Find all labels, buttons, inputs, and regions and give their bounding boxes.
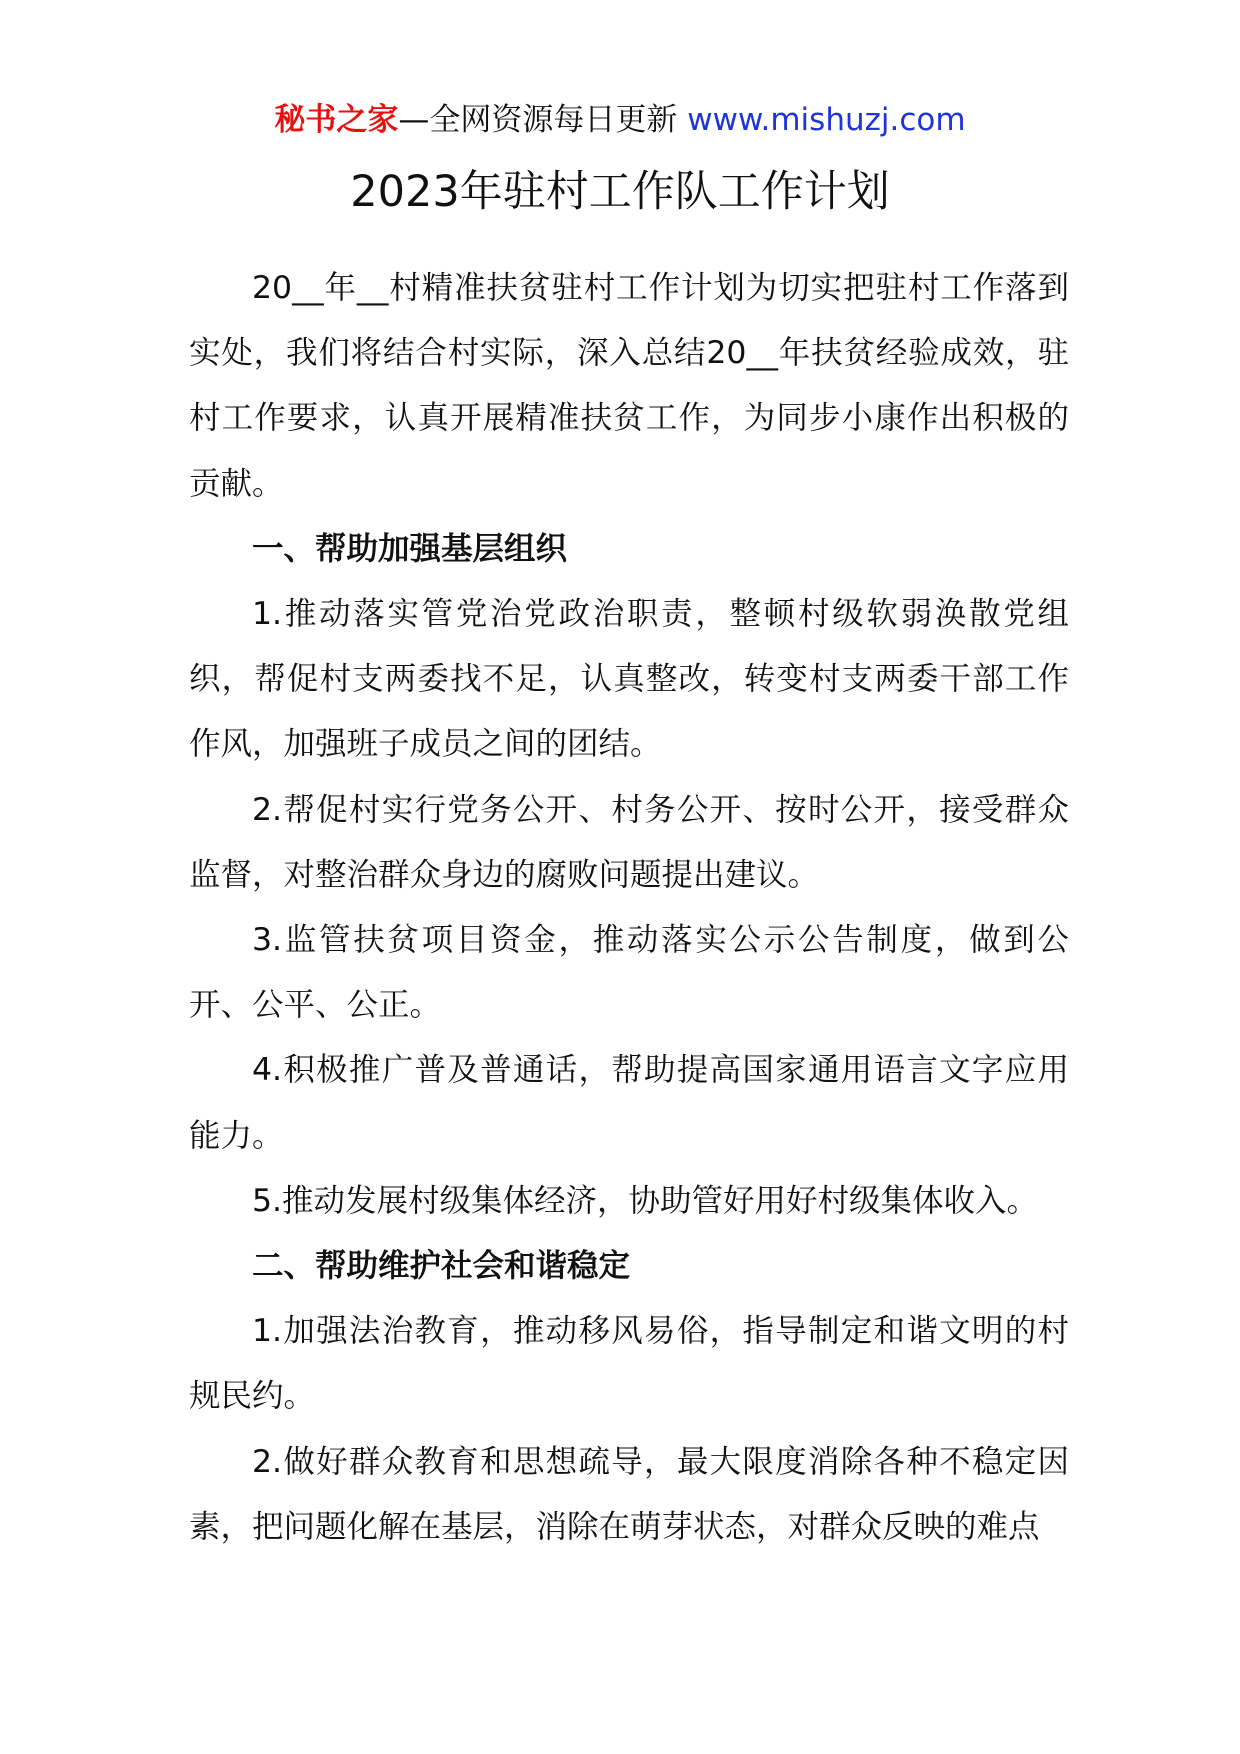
section-2-item-1: 1.加强法治教育，推动移风易俗，指导制定和谐文明的村规民约。 — [189, 1313, 1069, 1415]
site-header — [0, 98, 1240, 142]
section-1-item-2: 2.帮促村实行党务公开、村务公开、按时公开，接受群众监督，对整治群众身边的腐败问题提出建议。 — [189, 791, 1069, 893]
intro-paragraph: 20__年__村精准扶贫驻村工作计划为切实把驻村工作落到实处，我们将结合村实际，深入总结20__年扶贫经验成效，驻村工作要求，认真开展精准扶贫工作，为同步小康作出积极的贡献。 — [189, 270, 1069, 502]
section-heading-2: 二、帮助维护社会和谐稳定 — [252, 1248, 631, 1285]
document-title: 2023年驻村工作队工作计划 — [350, 167, 890, 217]
section-1-item-3: 3.监管扶贫项目资金，推动落实公示公告制度，做到公开、公平、公正。 — [189, 922, 1069, 1024]
site-brand: 秘书之家 — [274, 102, 399, 138]
section-2-item-2: 2.做好群众教育和思想疏导，最大限度消除各种不稳定因素，把问题化解在基层，消除在萌芽状态，对群众反映的难点 — [189, 1443, 1069, 1545]
section-1-item-5: 5.推动发展村级集体经济，协助管好用好村级集体收入。 — [252, 1182, 1039, 1219]
section-heading-1: 一、帮助加强基层组织 — [252, 530, 568, 567]
section-1-item-1: 1.推动落实管党治党政治职责，整顿村级软弱涣散党组织，帮促村支两委找不足，认真整改，转变村支两委干部工作作风，加强班子成员之间的团结。 — [189, 596, 1069, 763]
site-url-link[interactable]: www.mishuzj.com — [687, 102, 966, 138]
document-body — [189, 256, 1069, 1560]
section-1-item-4: 4.积极推广普及普通话，帮助提高国家通用语言文字应用能力。 — [189, 1052, 1069, 1154]
site-slogan: —全网资源每日更新 — [398, 102, 678, 138]
